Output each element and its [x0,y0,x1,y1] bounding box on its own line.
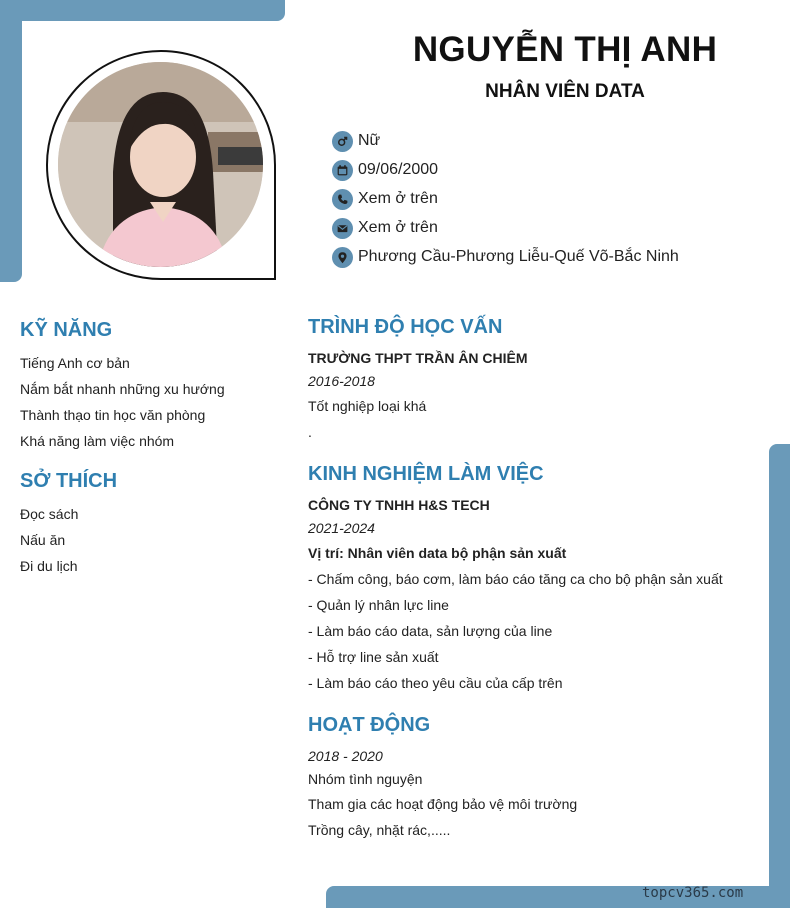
activity-item: Trồng cây, nhặt rác,..... [308,822,451,838]
contact-gender [332,130,380,152]
education-period: 2016-2018 [308,373,375,389]
skill-item: Nắm bắt nhanh những xu hướng [20,381,225,397]
experience-heading: KINH NGHIỆM LÀM VIỆC [308,463,544,485]
school-name: TRƯỜNG THPT TRẦN ÂN CHIÊM [308,350,528,366]
company-name: CÔNG TY TNHH H&S TECH [308,497,490,513]
address-value: Phương Cầu-Phương Liễu-Quế Võ-Bắc Ninh [358,248,679,265]
birthday-value: 09/06/2000 [358,161,439,178]
candidate-name: NGUYỄN THỊ ANH [412,30,718,69]
skill-item: Thành thạo tin học văn phòng [20,407,206,423]
hobby-item: Đọc sách [20,506,79,522]
activity-item: Tham gia các hoạt động bảo vệ môi trường [308,796,578,812]
email-icon [332,218,353,239]
phone-icon [332,189,353,210]
email-value: Xem ở trên [358,219,438,236]
gender-icon [332,131,353,152]
location-icon [332,247,353,268]
contact-email [332,217,438,239]
duty-item: - Làm báo cáo data, sản lượng của line [308,623,553,639]
decor-bar-top [0,0,285,21]
skills-heading: KỸ NĂNG [20,319,113,341]
education-result: Tốt nghiệp loại khá [308,398,427,414]
experience-position: Vị trí: Nhân viên data bộ phận sản xuất [308,545,567,561]
education-note: . [308,424,312,440]
education-heading: TRÌNH ĐỘ HỌC VẤN [308,316,503,338]
job-title: NHÂN VIÊN DATA [485,81,645,102]
phone-value: Xem ở trên [358,190,438,207]
duty-item: - Làm báo cáo theo yêu cầu của cấp trên [308,675,563,691]
profile-photo [58,62,263,267]
duty-item: - Chấm công, báo cơm, làm báo cáo tăng ca cho bộ phận sản xuất [308,571,723,587]
contact-birthday [332,159,438,181]
activities-heading: HOẠT ĐỘNG [308,714,431,736]
duty-item: - Quản lý nhân lực line [308,597,449,613]
contact-phone [332,188,438,210]
skill-item: Khá năng làm việc nhóm [20,433,175,449]
gender-value: Nữ [358,132,381,149]
activities-period: 2018 - 2020 [308,748,383,764]
watermark: topcv365.com [642,885,744,901]
hobby-item: Đi du lịch [20,558,78,574]
duty-item: - Hỗ trợ line sản xuất [308,649,439,665]
activity-item: Nhóm tình nguyện [308,771,423,787]
skill-item: Tiếng Anh cơ bản [20,355,130,371]
hobbies-heading: SỞ THÍCH [20,470,118,492]
contact-address [332,246,679,268]
decor-bar-left [0,0,22,282]
decor-bar-right [769,444,790,908]
experience-period: 2021-2024 [308,520,375,536]
hobby-item: Nấu ăn [20,532,66,548]
calendar-icon [332,160,353,181]
